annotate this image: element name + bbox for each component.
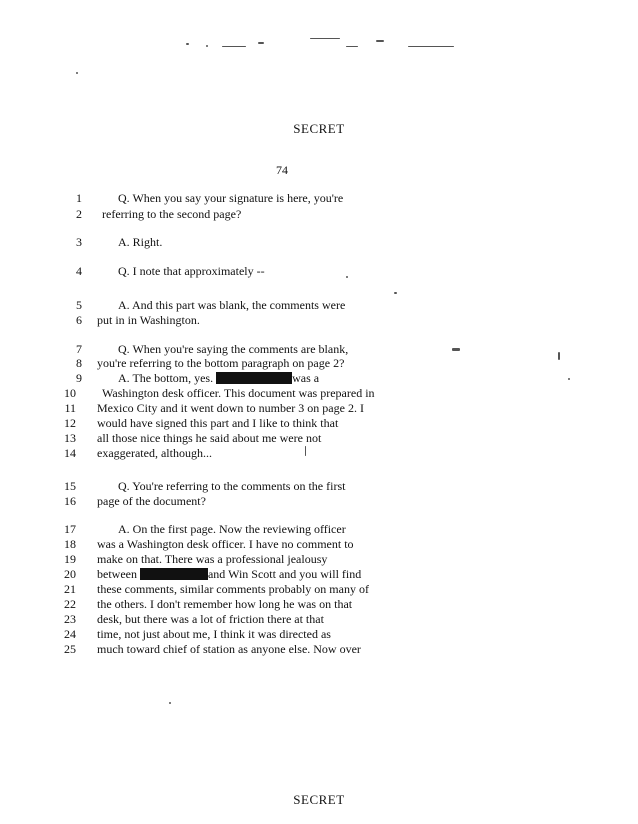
line-text bbox=[97, 552, 327, 566]
line-number: 10 bbox=[64, 386, 76, 400]
line-text bbox=[118, 371, 319, 385]
header-classification: SECRET bbox=[293, 121, 345, 136]
line-text bbox=[118, 235, 162, 249]
line-text-segment: Q. When you say your signature is here, you're bbox=[118, 191, 344, 205]
line-number: 5 bbox=[76, 298, 82, 312]
line-number: 23 bbox=[64, 612, 76, 626]
line-text bbox=[97, 356, 344, 370]
redaction-bar bbox=[140, 568, 208, 580]
line-text bbox=[97, 582, 369, 596]
line-number: 16 bbox=[64, 494, 76, 508]
footer-classification: SECRET bbox=[293, 792, 345, 807]
line-text bbox=[97, 416, 338, 430]
line-text-segment: exaggerated, although... bbox=[97, 446, 212, 460]
line-text bbox=[97, 313, 200, 327]
line-number: 6 bbox=[76, 313, 82, 327]
line-number: 12 bbox=[64, 416, 76, 430]
line-text bbox=[97, 642, 361, 656]
line-number: 25 bbox=[64, 642, 76, 656]
line-text-segment: A. And this part was blank, the comments were bbox=[118, 298, 346, 312]
line-text bbox=[97, 612, 324, 626]
line-text bbox=[97, 401, 364, 415]
line-text-segment: and Win Scott and you will find bbox=[207, 567, 362, 581]
line-text-segment: Washington desk officer. This document was prepared in bbox=[102, 386, 375, 400]
line-text-segment: much toward chief of station as anyone else. Now over bbox=[97, 642, 361, 656]
line-text bbox=[97, 597, 352, 611]
line-text-segment: these comments, similar comments probably on many of bbox=[97, 582, 369, 596]
line-text-segment: time, not just about me, I think it was directed as bbox=[97, 627, 331, 641]
line-text bbox=[118, 191, 343, 205]
line-text-segment: Q. When you're saying the comments are blank, bbox=[118, 342, 349, 356]
line-text bbox=[118, 479, 345, 493]
line-text-segment: page of the document? bbox=[97, 494, 206, 508]
line-text-segment: desk, but there was a lot of friction there at that bbox=[97, 612, 324, 626]
line-text-segment: Q. You're referring to the comments on the first bbox=[118, 479, 346, 493]
line-text-segment: A. Right. bbox=[118, 235, 163, 249]
line-text bbox=[97, 537, 354, 551]
line-text bbox=[118, 522, 346, 536]
line-number: 4 bbox=[76, 264, 82, 278]
redaction-bar bbox=[216, 372, 292, 384]
line-number: 18 bbox=[64, 537, 76, 551]
line-text bbox=[97, 627, 331, 641]
line-text-segment: was a bbox=[292, 371, 320, 385]
line-number: 22 bbox=[64, 597, 76, 611]
line-text-segment: was a Washington desk officer. I have no comment to bbox=[97, 537, 354, 551]
line-text-segment: make on that. There was a professional jealousy bbox=[97, 552, 328, 566]
line-number: 19 bbox=[64, 552, 76, 566]
line-number: 20 bbox=[64, 567, 76, 581]
line-text bbox=[97, 431, 321, 445]
line-text bbox=[97, 567, 361, 581]
line-number: 3 bbox=[76, 235, 82, 249]
line-number: 8 bbox=[76, 356, 82, 370]
line-text-segment: the others. I don't remember how long he was on that bbox=[97, 597, 353, 611]
line-text-segment: all those nice things he said about me were not bbox=[97, 431, 322, 445]
line-number: 21 bbox=[64, 582, 76, 596]
line-number: 14 bbox=[64, 446, 76, 460]
line-text-segment: Mexico City and it went down to number 3 on page 2. I bbox=[97, 401, 364, 415]
line-number: 15 bbox=[64, 479, 76, 493]
line-number: 9 bbox=[76, 371, 82, 385]
line-text bbox=[102, 386, 375, 400]
line-text bbox=[118, 342, 348, 356]
line-text bbox=[97, 494, 206, 508]
line-text bbox=[102, 207, 241, 221]
line-text bbox=[118, 264, 265, 278]
line-number: 1 bbox=[76, 191, 82, 205]
line-text-segment: Q. I note that approximately -- bbox=[118, 264, 265, 278]
line-number: 24 bbox=[64, 627, 76, 641]
line-number: 7 bbox=[76, 342, 82, 356]
line-text bbox=[97, 446, 212, 460]
line-text-segment: A. On the first page. Now the reviewing officer bbox=[118, 522, 346, 536]
line-text-segment: referring to the second page? bbox=[102, 207, 242, 221]
line-number: 2 bbox=[76, 207, 82, 221]
line-number: 11 bbox=[64, 401, 76, 415]
line-text-segment: A. The bottom, yes. bbox=[118, 371, 217, 385]
line-text-segment: would have signed this part and I like to think that bbox=[97, 416, 339, 430]
line-text bbox=[118, 298, 345, 312]
line-text-segment: you're referring to the bottom paragraph on page 2? bbox=[97, 356, 345, 370]
page-number: 74 bbox=[276, 163, 288, 177]
line-text-segment: between bbox=[97, 567, 140, 581]
line-text-segment: put in in Washington. bbox=[97, 313, 200, 327]
line-number: 13 bbox=[64, 431, 76, 445]
line-number: 17 bbox=[64, 522, 76, 536]
